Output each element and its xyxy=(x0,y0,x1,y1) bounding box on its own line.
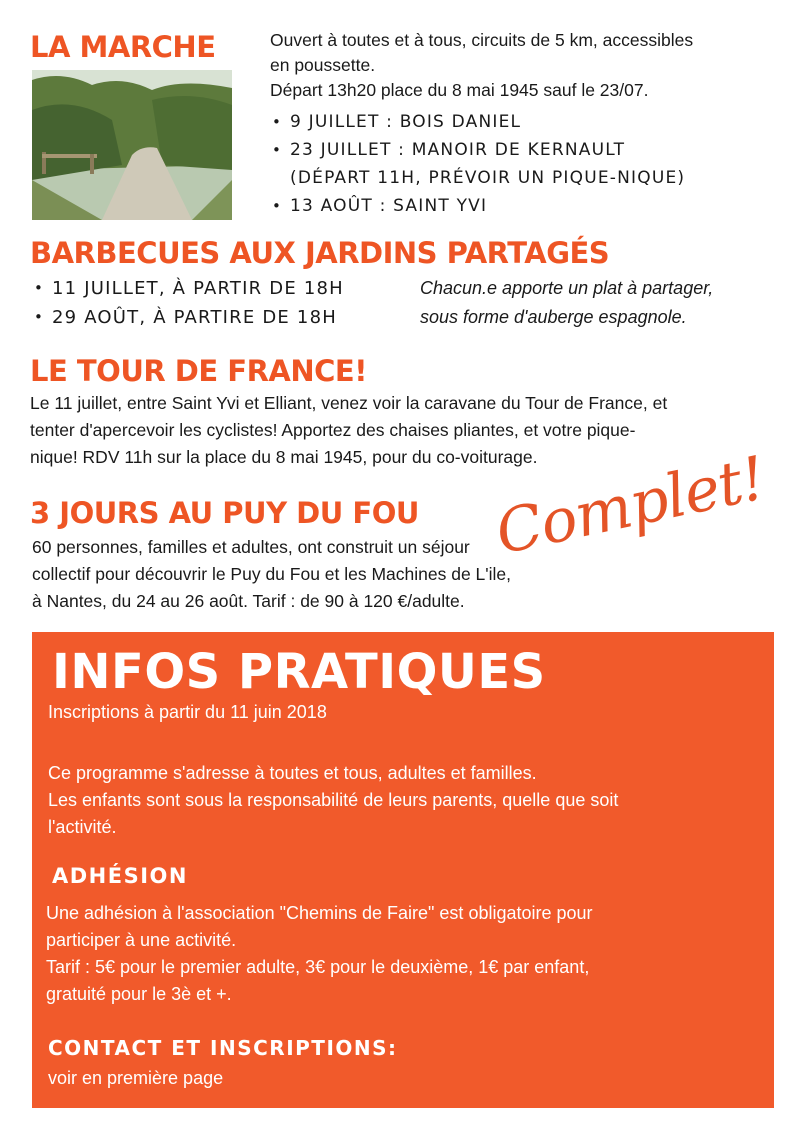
adhesion-heading: ADHÉSION xyxy=(52,864,188,888)
list-item: • 9 JUILLET : BOIS DANIEL xyxy=(272,108,685,136)
walk-intro-line: en poussette. xyxy=(270,55,376,75)
puy-heading: 3 JOURS AU PUY DU FOU xyxy=(30,496,419,530)
adhesion-body: Une adhésion à l'association "Chemins de Faire" est obligatoire pour participer à une activité. Tarif : 5€ pour le premier adulte, 3€ pour le deuxième, 1€ par enfant, gratuité pour le 3è et +. xyxy=(46,903,593,1004)
bbq-heading: BARBECUES AUX JARDINS PARTAGÉS xyxy=(30,236,610,270)
contact-heading: CONTACT ET INSCRIPTIONS: xyxy=(48,1036,398,1060)
infos-panel xyxy=(32,632,774,1108)
puy-paragraph: 60 personnes, familles et adultes, ont construit un séjour collectif pour découvrir le Puy du Fou et les Machines de L'ile, à Nantes, du 24 au 26 août. Tarif : de 90 à 120 €/adulte. xyxy=(32,537,512,611)
list-item: • 29 AOÛT, À PARTIRE DE 18H xyxy=(34,303,344,332)
infos-body: Ce programme s'adresse à toutes et tous, adultes et familles. Les enfants sont sous la responsabilité de leurs parents, quelle que soit l'activité. xyxy=(48,763,619,837)
walk-heading: LA MARCHE xyxy=(30,30,216,64)
contact-text: voir en première page xyxy=(48,1068,224,1088)
infos-heading: INFOS PRATIQUES xyxy=(52,644,546,700)
list-item: • 13 AOÛT : SAINT YVI xyxy=(272,192,685,220)
forest-path-photo xyxy=(32,70,232,220)
walk-dates-list xyxy=(272,108,685,220)
walk-intro-line: Départ 13h20 place du 8 mai 1945 sauf le 23/07. xyxy=(270,80,649,100)
list-item: • 23 JUILLET : MANOIR DE KERNAULT (DÉPART 11H, PRÉVOIR UN PIQUE-NIQUE) xyxy=(272,136,685,192)
bbq-dates-list xyxy=(34,274,344,332)
infos-subtitle: Inscriptions à partir du 11 juin 2018 xyxy=(48,702,327,722)
walk-intro xyxy=(270,28,775,103)
complet-stamp: Complet! xyxy=(490,443,771,569)
tour-paragraph: Le 11 juillet, entre Saint Yvi et Elliant, venez voir la caravane du Tour de France, et tenter d'apercevoir les cyclistes! Apportez des chaises pliantes, et votre pique- nique! RDV 11h sur la place du 8 mai 1945, pour du co-voiturage. xyxy=(30,393,668,467)
list-item: • 11 JUILLET, À PARTIR DE 18H xyxy=(34,274,344,303)
bbq-note: Chacun.e apporte un plat à partager, sous forme d'auberge espagnole. xyxy=(420,278,714,327)
walk-intro-line: Ouvert à toutes et à tous, circuits de 5 km, accessibles xyxy=(270,30,694,50)
tour-heading: LE TOUR DE FRANCE! xyxy=(30,354,367,388)
